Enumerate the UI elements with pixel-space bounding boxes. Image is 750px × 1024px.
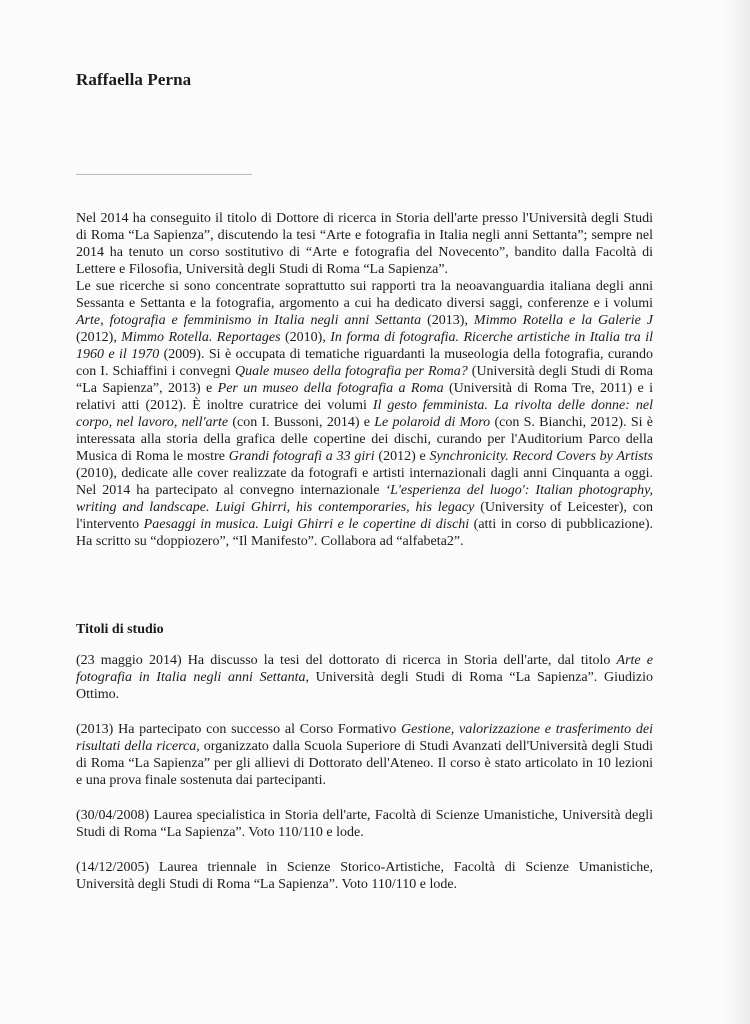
entry-text: , Università degli Studi di Roma “La Sapienza”. Giudizio Ottimo. [76,670,653,702]
study-entry [76,721,653,789]
bio-paragraph-2 [76,278,653,550]
bio-text: (2012), [76,330,122,345]
book-title: Le polaroid di Moro [374,415,491,430]
biography [76,210,653,550]
bio-text: (University of Leicester), con l'intervento [76,500,653,532]
section-title-studies: Titoli di studio [76,622,164,637]
bio-paragraph-1: Nel 2014 ha conseguito il titolo di Dottore di ricerca in Storia dell'arte presso l'Università degli Studi di Roma “La Sapienza”, discutendo la tesi “Arte e fotografia in Italia negli anni Settanta”; sempre nel 2014 ha tenuto un corso sostitutivo di “Arte e fotografia del Novecento”, bandito dalla Facoltà di Lettere e Filosofia, Università degli Studi di Roma “La Sapienza”. [76,211,653,277]
bio-text: (2009). Si è occupata di tematiche riguardanti la museologia della fotografia, curando con I. Schiaffini i convegni [76,347,653,379]
thesis-title: Arte e fotografia in Italia negli anni Settanta [76,653,653,685]
conference-title: ‘L'esperienza del luogo': Italian photography, writing and landscape. Luigi Ghirri, his contemporaries, his legacy [76,483,654,515]
conference-title: Per un museo della fotografia a Roma [217,381,444,396]
conference-title: Quale museo della fotografia per Roma? [234,364,468,379]
bio-text: (atti in corso di pubblicazione). Ha scritto su “doppiozero”, “Il Manifesto”. Collabora ad “alfabeta2”. [76,517,653,549]
study-entry: (14/12/2005) Laurea triennale in Scienze Storico-Artistiche, Facoltà di Scienze Umanistiche, Università degli Studi di Roma “La Sapienza”. Voto 110/110 e lode. [76,860,653,892]
entry-text: (23 maggio 2014) Ha discusso la tesi del dottorato di ricerca in Storia dell'arte, dal titolo [76,653,617,668]
study-entry [76,652,653,703]
book-title: Mimmo Rotella e la Galerie J [473,313,653,328]
book-title: Il gesto femminista. La rivolta delle donne: nel corpo, nel lavoro, nell'arte [76,398,653,430]
entry-text: (2013) Ha partecipato con successo al Corso Formativo [76,722,402,737]
book-title: Mimmo Rotella. Reportages [121,330,281,345]
entry-text: , organizzato dalla Scuola Superiore di Studi Avanzati dell'Università degli Studi di Roma “La Sapienza” per gli allievi di Dottorato dell'Ateneo. Il corso è stato articolato in 10 lezioni e una prova finale sostenuta dai partecipanti. [76,739,653,788]
bio-text: (2012) e [374,449,430,464]
scan-edge-shadow [724,0,750,1024]
course-title: Gestione, valorizzazione e trasferimento dei risultati della ricerca [76,722,653,754]
exhibition-title: Synchronicity. Record Covers by Artists [429,449,654,464]
bio-text: (2010), [280,330,331,345]
study-entry: (30/04/2008) Laurea specialistica in Storia dell'arte, Facoltà di Scienze Umanistiche, Università degli Studi di Roma “La Sapienza”. Voto 110/110 e lode. [76,808,653,840]
exhibition-title: Grandi fotografi a 33 giri [228,449,375,464]
bio-text: (con I. Bussoni, 2014) e [228,415,375,430]
bio-text: (2013), [421,313,474,328]
faded-divider [76,174,252,175]
bio-text: (2010), dedicate alle cover realizzate da fotografi e artisti internazionali dagli anni Cinquanta a oggi. Nel 2014 ha partecipato al convegno internazionale [76,466,653,498]
bio-text: (Università degli Studi di Roma “La Sapienza”, 2013) e [76,364,653,396]
talk-title: Paesaggi in musica. Luigi Ghirri e le copertine di dischi [143,517,470,532]
author-name: Raffaella Perna [76,70,192,89]
book-title: In forma di fotografia. Ricerche artistiche in Italia tra il 1960 e il 1970 [76,330,653,362]
bio-text: (Università di Roma Tre, 2011) e i relativi atti (2012). È inoltre curatrice dei volumi [76,381,653,413]
book-title: Arte, fotografia e femminismo in Italia negli anni Settanta [76,313,422,328]
bio-text: Le sue ricerche si sono concentrate soprattutto sui rapporti tra la neoavanguardia italiana degli anni Sessanta e Settanta e la fotografia, argomento a cui ha dedicato diversi saggi, conferenze e i volumi [76,279,653,311]
studies-list [76,652,653,911]
bio-text: (con S. Bianchi, 2012). Si è interessata alla storia della grafica delle copertine dei dischi, curando per l'Auditorium Parco della Musica di Roma le mostre [76,415,653,464]
